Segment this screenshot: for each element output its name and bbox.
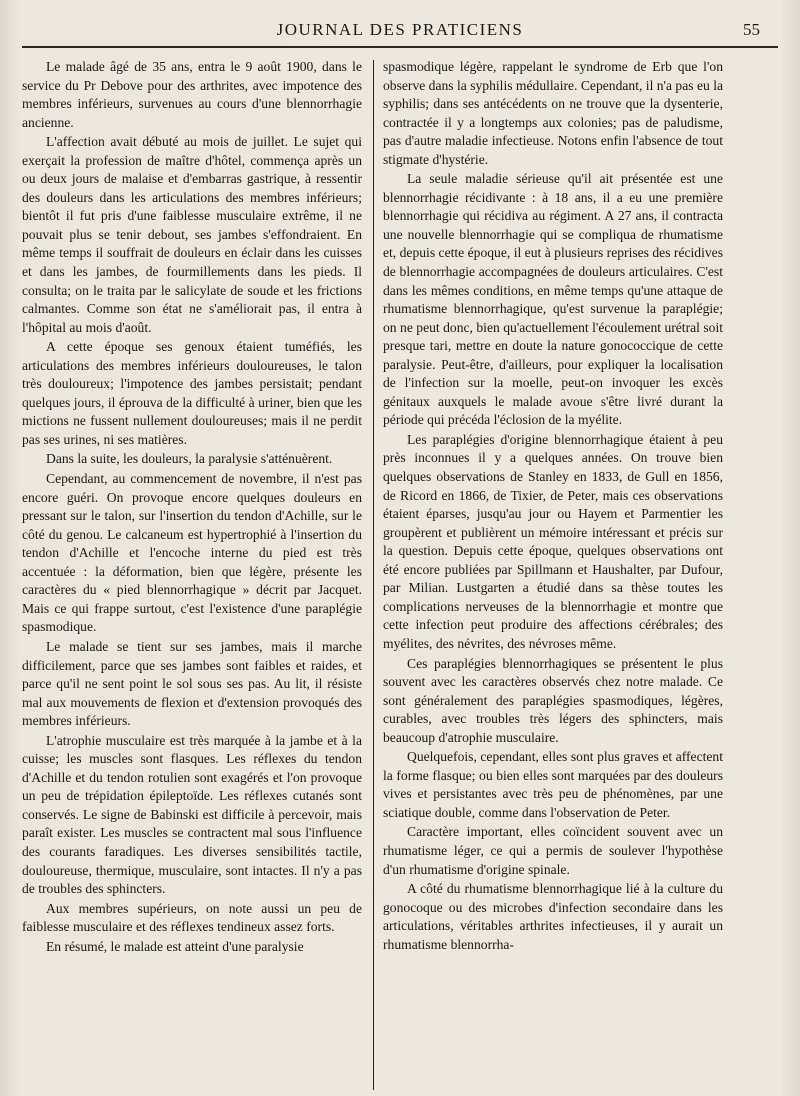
paragraph: En résumé, le malade est atteint d'une paralysie xyxy=(46,938,304,954)
paragraph: Les paraplégies d'origine blennorrhagique étaient à peu près inconnues il y a quelques années. On trouve bien quelques observations de Stanley en 1833, de Gull en 1856, de Ricord en 1866, de Tixier, de Peter, mais ces observations étaient éparses, jusqu'au jour ou Hayem et Parmentier les groupèrent et publièrent un mémoire intéressant et précis sur la question. Depuis cette époque, quelques observations ont été encore publiées par Spillmann et Haushalter, par Dufour, par Milian. Lustgarten a étudié dans sa thèse toutes les complications nerveuses de la blennorrhagie et montre que cette infection peut produire des affections cérébrales; des myélites, des névrites, des névroses même. xyxy=(383,431,723,651)
paragraph: A côté du rhumatisme blennorrhagique lié à la culture du gonocoque ou des microbes d'infection secondaire dans les articulations, véritables arthrites infectieuses, il y aurait un rhumatisme blennorrha- xyxy=(383,881,723,952)
paragraph: Le malade se tient sur ses jambes, mais il marche difficilement, parce que ses jambes sont faibles et raides, et parce qu'il ne sent point le sol sous ses pas. Au lit, il résiste mal aux mouvements de flexion et d'extension provoqués des membres inférieurs. xyxy=(22,638,362,729)
paragraph: A cette époque ses genoux étaient tuméfiés, les articulations des membres inférieurs douloureuses, le talon très douloureux; l'impotence des jambes persistait; pendant quelques jours, il éprouva de la difficulté à uriner, bien que les mictions ne fussent nullement douloureuses; mais il ne perdit pas ses urines, ni ses matières. xyxy=(22,339,362,447)
paragraph: L'affection avait débuté au mois de juillet. Le sujet qui exerçait la profession de maître d'hôtel, commença après un ou deux jours de malaise et d'embarras gastrique, à ressentir des douleurs dans les articulations des membres inférieurs; bientôt il fut pris d'une faiblesse musculaire extrême, il ne pouvait plus se tenir debout, ses jambes s'effondraient. En même temps il souffrait de douleurs en éclair dans les cuisses et dans les jambes, de fourmillements dans les pieds. Il consulta; on le traita par le salicylate de soude et les frictions calmantes. Comme son état ne s'améliorait pas, il entra à l'hôpital au mois d'août. xyxy=(22,134,362,335)
paragraph: Cependant, au commencement de novembre, il n'est pas encore guéri. On provoque encore quelques douleurs en pressant sur le talon, sur l'insertion du tendon d'Achille, sur le côté du genou. Le calcaneum est hypertrophié à l'insertion du tendon d'Achille et l'encoche interne du pied est très accentuée : la déformation, bien que légère, présente les caractères du « pied blennorrhagique » décrit par Jacquet. Mais ce qui frappe surtout, c'est l'existence d'une paraplégie spasmodique. xyxy=(22,471,362,635)
header-rule xyxy=(22,46,778,48)
page-header xyxy=(40,20,760,46)
paragraph: La seule maladie sérieuse qu'il ait présentée est une blennorrhagie récidivante : à 18 ans, il a eu une première blennorrhagie qui récidiva au régiment. A 27 ans, il contracta une nouvelle blennorrhagie qui se compliqua de rhumatisme et, depuis cette époque, il eut à plusieurs reprises des récidives de blennorrhagie accompagnées de douleurs articulaires. C'est dans les mêmes conditions, en même temps qu'une attaque de rhumatisme blennorrhagique, qu'est survenue la paraplégie; on ne peut donc, bien qu'actuellement l'écoulement urétral soit presque tari, mettre en doute la nature gonococcique de cette paralysie. Peut-être, d'ailleurs, pour expliquer la localisation de l'infection sur la moelle, peut-on invoquer les excès génitaux auxquels le malade avoue s'être livré durant la période qui précéda l'éclosion de la myélite. xyxy=(383,171,723,428)
paragraph: Aux membres supérieurs, on note aussi un peu de faiblesse musculaire et des réflexes tendineux assez forts. xyxy=(22,900,362,935)
paragraph: Ces paraplégies blennorrhagiques se présentent le plus souvent avec les caractères observés chez notre malade. Ce sont généralement des paraplégies spasmodiques, légères, curables, avec troubles très légers des sphincters, mais beaucoup d'atrophie musculaire. xyxy=(383,655,723,745)
right-column xyxy=(383,58,723,954)
column-divider xyxy=(373,60,374,1090)
paragraph: Dans la suite, les douleurs, la paralysie s'atténuèrent. xyxy=(46,451,333,467)
page-number: 55 xyxy=(743,20,760,39)
paragraph: spasmodique légère, rappelant le syndrome de Erb que l'on observe dans la syphilis médullaire. Cependant, il n'a pas eu la syphilis; dans ses antécédents on ne trouve que la dysenterie, contractée il y a longtemps aux colonies; pas de paludisme, pas d'autre maladie infectieuse. Notons enfin l'absence de tout stigmate d'hystérie. xyxy=(383,59,723,167)
paragraph: L'atrophie musculaire est très marquée à la jambe et à la cuisse; les muscles sont flasques. Les réflexes du tendon d'Achille et du tendon rotulien sont exagérés et l'on provoque un peu de trépidation épileptoïde. Les réflexes cutanés sont conservés. Le signe de Babinski est difficile à percevoir, mais paraît exister. Les muscles se contractent mal sous l'influence des courants faradiques. Les diverses sensibilités tactile, douloureuse, thermique, musculaire, sont intactes. Il n'y a pas de troubles des sphincters. xyxy=(22,732,362,897)
paragraph: Le malade âgé de 35 ans, entra le 9 août 1900, dans le service du Pr Debove pour des arthrites, avec impotence des membres inférieurs, survenues au cours d'une blennorrhagie ancienne. xyxy=(22,59,362,130)
left-column xyxy=(22,58,362,956)
journal-title: JOURNAL DES PRATICIENS xyxy=(276,20,524,39)
paragraph: Caractère important, elles coïncident souvent avec un rhumatisme léger, ce qui a permis de soulever l'hypothèse d'un rhumatisme d'origine spinale. xyxy=(383,824,723,877)
paragraph: Quelquefois, cependant, elles sont plus graves et affectent la forme flasque; ou bien elles sont marquées par des douleurs vives et persistantes avec très peu de phénomènes, par une sciatique double, comme dans l'observation de Peter. xyxy=(383,749,723,820)
